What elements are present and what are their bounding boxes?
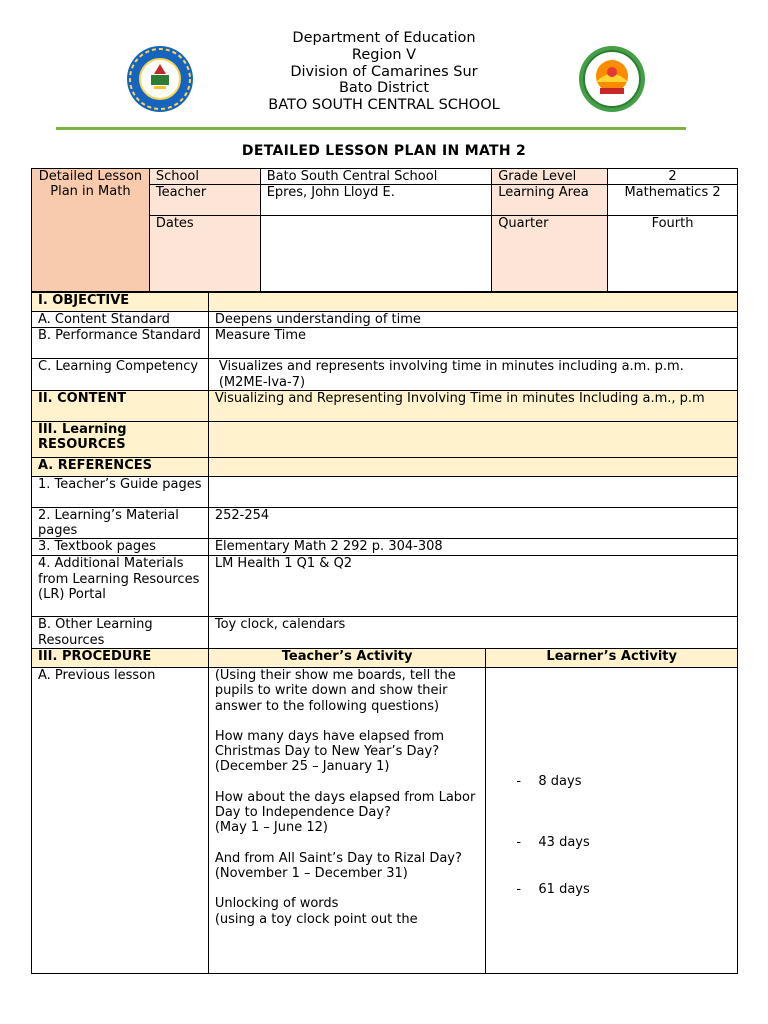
answer-1 [516,774,731,789]
header-department: Department of Education [292,30,476,46]
textbook-value: Elementary Math 2 292 p. 304-308 [208,539,737,556]
answer-2 [516,835,731,850]
content-value: Visualizing and Representing Involving Time in minutes Including a.m., p.m [208,390,737,421]
header-division: Division of Camarines Sur [290,63,478,80]
lesson-info-table [31,168,738,292]
unlocking-instruction: (using a toy clock point out the [214,911,418,927]
answer-1-value: 8 days [538,774,582,789]
header-school: BATO SOUTH CENTRAL SCHOOL [268,97,500,114]
teacher-label: Teacher [149,185,260,216]
teacher-activity-cell [208,668,486,974]
performance-label: B. Performance Standard [32,328,209,359]
area-value: Mathematics 2 [608,185,738,216]
district-seal-icon [572,44,652,114]
teacher-value: Epres, John Lloyd E. [260,185,492,216]
previous-lesson-label: A. Previous lesson [32,668,209,974]
other-label: B. Other Learning Resources [32,617,209,649]
area-label: Learning Area [492,185,608,216]
content-standard-label: A. Content Standard [32,312,209,328]
school-seal-icon [120,44,200,114]
page-title: DETAILED LESSON PLAN IN MATH 2 [241,143,527,159]
resources-heading: III. Learning RESOURCES [32,421,209,457]
school-label: School [149,169,260,185]
school-value: Bato South Central School [260,169,492,185]
header-divider [56,127,686,130]
grade-label: Grade Level [492,169,608,185]
header-district: Bato District [338,80,430,97]
quarter-label: Quarter [492,216,608,292]
question-1: How many days have elapsed from Christmas Day to New Year’s Day? [214,728,445,760]
lesson-plan-label: Detailed Lesson Plan in Math [32,169,150,292]
competency-label: C. Learning Competency [32,359,209,391]
plan-table [31,292,738,649]
procedure-table [31,648,738,974]
question-2-dates: (May 1 – June 12) [214,820,328,836]
answer-3-dash: - [516,881,522,897]
question-3-dates: (November 1 – December 31) [214,865,408,881]
grade-value: 2 [608,169,738,185]
letterhead [0,30,768,114]
textbook-label: 3. Textbook pages [32,539,209,556]
dates-value [260,216,492,292]
objective-heading: I. OBJECTIVE [32,293,209,312]
lm-value: 252-254 [208,507,737,539]
learner-activity-heading: Learner’s Activity [486,649,738,668]
additional-label: 4. Additional Materials from Learning Resources (LR) Portal [32,556,209,617]
answer-3 [516,882,731,897]
answer-3-value: 61 days [538,881,590,897]
guide-label: 1. Teacher’s Guide pages [32,476,209,507]
question-2: How about the days elapsed from Labor Day to Independence Day? [214,789,476,821]
quarter-value: Fourth [608,216,738,292]
performance-value: Measure Time [208,328,737,359]
instruction-text: (Using their show me boards, tell the pupils to write down and show their answer to the following questions) [214,668,456,714]
teacher-activity-heading: Teacher’s Activity [208,649,486,668]
additional-value: LM Health 1 Q1 & Q2 [208,556,737,617]
unlocking-words: Unlocking of words [214,896,339,912]
lm-label: 2. Learning’s Material pages [32,507,209,539]
procedure-heading: III. PROCEDURE [32,649,209,668]
guide-value [208,476,737,507]
other-value: Toy clock, calendars [208,617,737,649]
content-standard-value: Deepens understanding of time [208,312,737,328]
references-heading: A. REFERENCES [32,457,209,476]
learner-activity-cell [486,668,738,974]
competency-value: Visualizes and represents involving time in minutes including a.m. p.m. (M2ME-Iva-7) [208,359,737,391]
question-3: And from All Saint’s Day to Rizal Day? [214,850,462,866]
answer-2-value: 43 days [538,835,590,851]
header-region: Region V [351,46,417,63]
answer-2-dash: - [516,835,522,851]
answer-1-dash: - [516,774,522,789]
content-heading: II. CONTENT [32,390,209,421]
question-1-dates: (December 25 – January 1) [214,759,390,775]
dates-label: Dates [149,216,260,292]
